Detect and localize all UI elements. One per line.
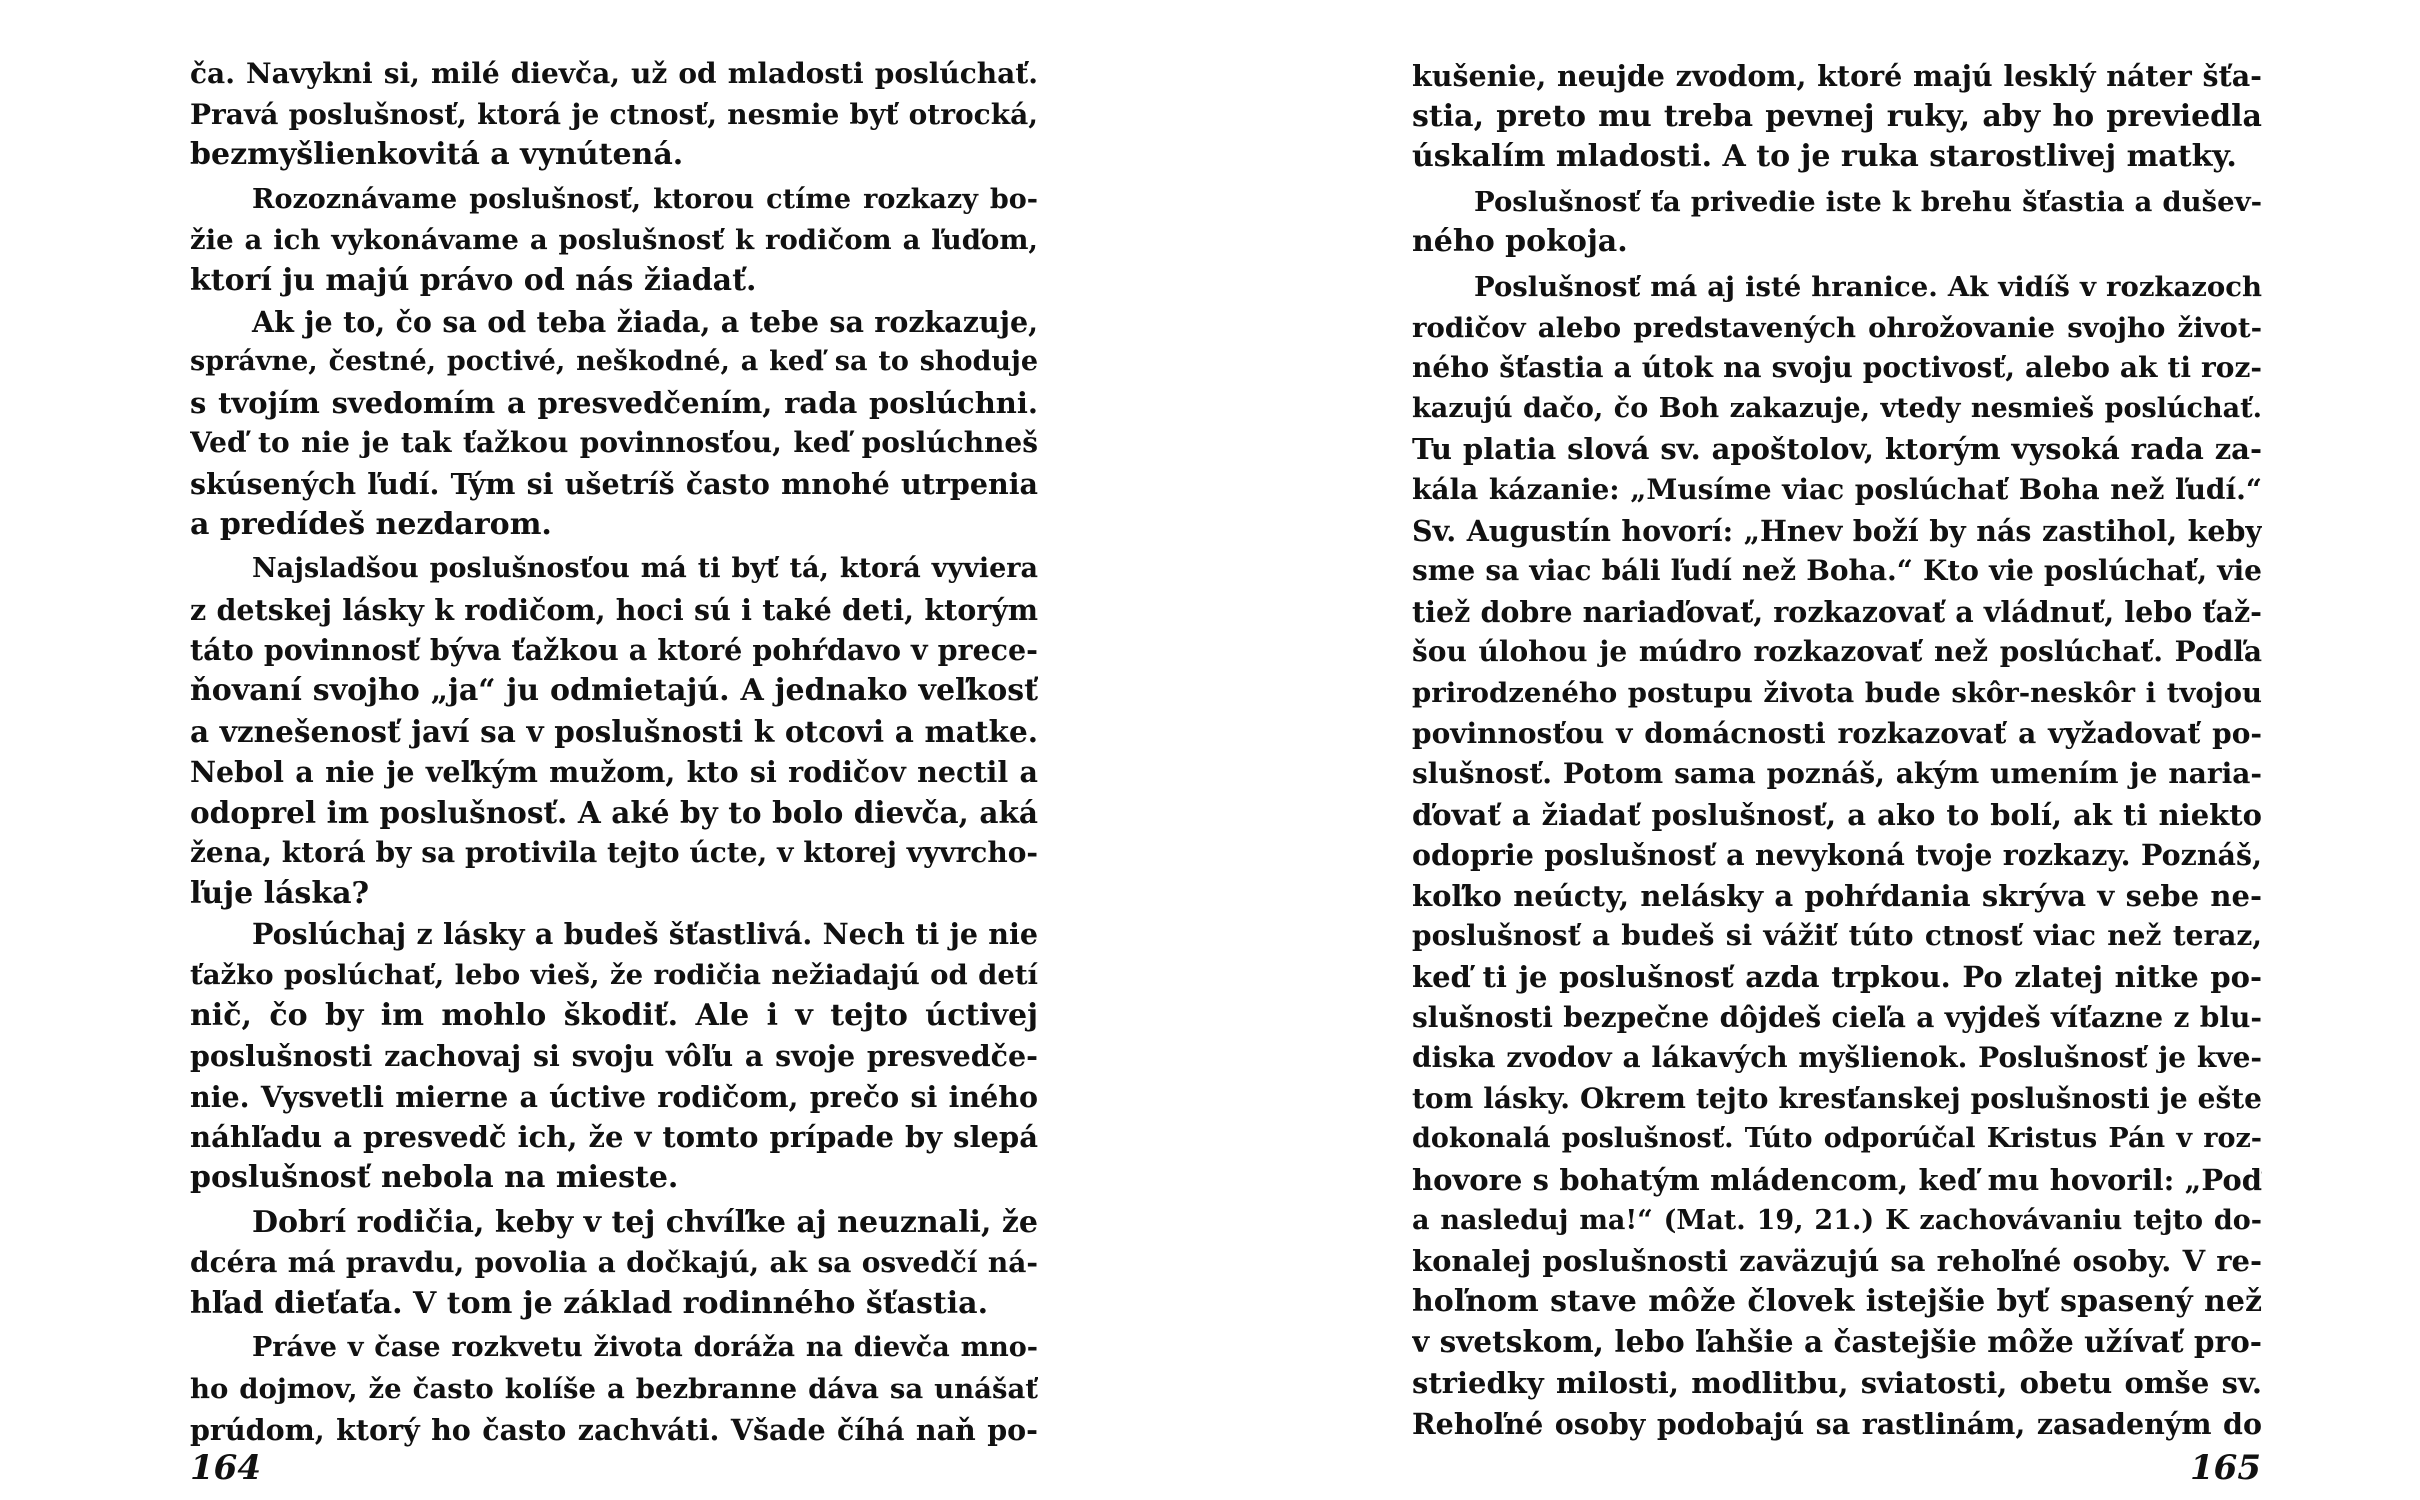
text-line: hľad dieťaťa. V tom je základ rodinného šťastia. (190, 1285, 989, 1321)
text-line: ného pokoja. (1412, 224, 1628, 260)
text-line: Rehoľné osoby podobajú sa rastlinám, zasadeným do (1412, 1406, 2262, 1441)
text-line: ďovať a žiadať poslušnosť, a ako to bolí, ak ti niekto (1412, 797, 2262, 832)
text-line: poslušnosť nebola na mieste. (190, 1160, 679, 1196)
text-line: žie a ich vykonávame a poslušnosť k rodičom a ľuďom, (190, 224, 1038, 257)
text-line: a vznešenosť javí sa v poslušnosti k otcovi a matke. (190, 713, 1038, 749)
text-line: správne, čestné, poctivé, neškodné, a keď sa to shoduje (190, 346, 1038, 378)
text-line: z detskej lásky k rodičom, hoci sú i také deti, ktorým (190, 592, 1038, 627)
text-line: odoprie poslušnosť a nevykoná tvoje rozkazy. Poznáš, (1412, 838, 2262, 873)
text-line: povinnosťou v domácnosti rozkazovať a vyžadovať po- (1412, 716, 2262, 750)
text-line: keď ti je poslušnosť azda trpkou. Po zlatej nitke po- (1412, 960, 2262, 995)
text-line: Tu platia slová sv. apoštolov, ktorým vysoká rada za- (1412, 432, 2262, 467)
text-line: tiež dobre nariaďovať, rozkazovať a vládnuť, lebo ťaž- (1412, 594, 2262, 629)
text-line: Poslušnosť má aj isté hranice. Ak vidíš v rozkazoch (1474, 270, 2262, 303)
text-line: ktorí ju majú právo od nás žiadať. (190, 262, 757, 298)
text-line: tom lásky. Okrem tejto kresťanskej poslušnosti je ešte (1412, 1081, 2262, 1115)
text-line: a nasleduj ma!“ (Mat. 19, 21.) K zachovávaniu tejto do- (1412, 1204, 2262, 1236)
left-page-text (190, 54, 1038, 1450)
text-line: Najsladšou poslušnosťou má ti byť tá, ktorá vyviera (252, 553, 1038, 585)
page-number: 164 (190, 1448, 261, 1488)
text-line: ňovaní svojho „ja“ ju odmietajú. A jednako veľkosť (190, 672, 1038, 708)
text-line: Poslušnosť ťa privedie iste k brehu šťastia a dušev- (1474, 185, 2262, 218)
text-line: hovore s bohatým mládencom, keď mu hovoril: „Poď (1412, 1163, 2262, 1198)
text-line: ča. Navykni si, milé dievča, už od mladosti poslúchať. (190, 57, 1038, 90)
text-line: prirodzeného postupu života bude skôr-neskôr i tvojou (1412, 676, 2262, 709)
text-line: ťažko poslúchať, lebo vieš, že rodičia nežiadajú od detí (190, 959, 1038, 992)
text-line: s tvojím svedomím a presvedčením, rada poslúchni. (190, 385, 1038, 420)
text-line: nič, čo by im mohlo škodiť. Ale i v tejto úctivej (190, 997, 1038, 1033)
text-line: sme sa viac báli ľudí než Boha.“ Kto vie poslúchať, vie (1412, 554, 2262, 588)
right-page (1210, 0, 2420, 1500)
right-page-text (1412, 56, 2262, 1444)
text-line: dcéra má pravdu, povolia a dočkajú, ak sa osvedčí ná- (190, 1246, 1038, 1280)
text-line: diska zvodov a lákavých myšlienok. Poslušnosť je kve- (1412, 1041, 2262, 1075)
text-line: stia, preto mu treba pevnej ruky, aby ho previedla (1412, 98, 2262, 134)
text-line: Poslúchaj z lásky a budeš šťastlivá. Nech ti je nie (252, 917, 1038, 952)
text-line: úskalím mladosti. A to je ruka starostlivej matky. (1412, 139, 2237, 175)
text-line: Dobrí rodičia, keby v tej chvíľke aj neuznali, že (252, 1204, 1038, 1240)
text-line: kazujú dačo, čo Boh zakazuje, vtedy nesmieš poslúchať. (1412, 392, 2262, 424)
text-line: bezmyšlienkovitá a vynútená. (190, 137, 684, 173)
text-line: ného šťastia a útok na svoju poctivosť, alebo ak ti roz- (1412, 351, 2262, 385)
text-line: hoľnom stave môže človek istejšie byť spasený než (1412, 1283, 2262, 1319)
page-number: 165 (2190, 1448, 2261, 1488)
text-line: rodičov alebo predstavených ohrožovanie svojho život- (1412, 311, 2262, 344)
text-line: Sv. Augustín hovorí: „Hnev boží by nás zastihol, keby (1412, 513, 2262, 548)
text-line: ho dojmov, že často kolíše a bezbranne dáva sa unášať (190, 1373, 1038, 1405)
text-line: slušnosti bezpečne dôjdeš cieľa a vyjdeš víťazne z blu- (1412, 1000, 2262, 1034)
text-line: a predídeš nezdarom. (190, 506, 552, 542)
text-line: dokonalá poslušnosť. Túto odporúčal Kristus Pán v roz- (1412, 1123, 2262, 1155)
text-line: Nebol a nie je veľkým mužom, kto si rodičov nectil a (190, 755, 1038, 790)
text-line: skúsených ľudí. Tým si ušetríš často mnohé utrpenia (190, 466, 1038, 501)
text-line: kála kázanie: „Musíme viac poslúchať Boha než ľudí.“ (1412, 472, 2262, 506)
text-line: prúdom, ktorý ho často zachváti. Všade číhá naň po- (190, 1412, 1038, 1447)
text-line: striedky milosti, modlitbu, sviatosti, obetu omše sv. (1412, 1366, 2262, 1400)
text-line: Ak je to, čo sa od teba žiada, a tebe sa rozkazuje, (252, 304, 1038, 339)
text-line: koľko neúcty, nelásky a pohŕdania skrýva v sebe ne- (1412, 878, 2262, 913)
text-line: odoprel im poslušnosť. A aké by to bolo dievča, aká (190, 794, 1038, 830)
text-line: Rozoznávame poslušnosť, ktorou ctíme rozkazy bo- (252, 183, 1038, 215)
text-line: ľuje láska? (190, 875, 370, 911)
text-line: Práve v čase rozkvetu života doráža na dievča mno- (252, 1332, 1038, 1364)
text-line: v svetskom, lebo ľahšie a častejšie môže užívať pro- (1412, 1324, 2262, 1360)
text-line: kušenie, neujde zvodom, ktoré majú lesklý náter šťa- (1412, 59, 2262, 93)
text-line: šou úlohou je múdro rozkazovať než poslúchať. Podľa (1412, 635, 2262, 669)
text-line: táto povinnosť býva ťažkou a ktoré pohŕdavo v prece- (190, 633, 1038, 668)
text-line: náhľadu a presvedč ich, že v tomto prípade by slepá (190, 1120, 1038, 1155)
text-line: nie. Vysvetli mierne a úctive rodičom, prečo si iného (190, 1079, 1038, 1114)
text-line: Pravá poslušnosť, ktorá je ctnosť, nesmie byť otrocká, (190, 97, 1038, 131)
text-line: slušnosť. Potom sama poznáš, akým umením je naria- (1412, 757, 2262, 791)
text-line: Veď to nie je tak ťažkou povinnosťou, keď poslúchneš (190, 426, 1038, 460)
text-line: konalej poslušnosti zaväzujú sa rehoľné osoby. V re- (1412, 1244, 2262, 1279)
text-line: poslušnosť a budeš si vážiť túto ctnosť viac než teraz, (1412, 919, 2262, 953)
text-line: žena, ktorá by sa protivila tejto úcte, v ktorej vyvrcho- (190, 836, 1038, 870)
text-line: poslušnosti zachovaj si svoju vôľu a svoje presvedče- (190, 1039, 1038, 1074)
